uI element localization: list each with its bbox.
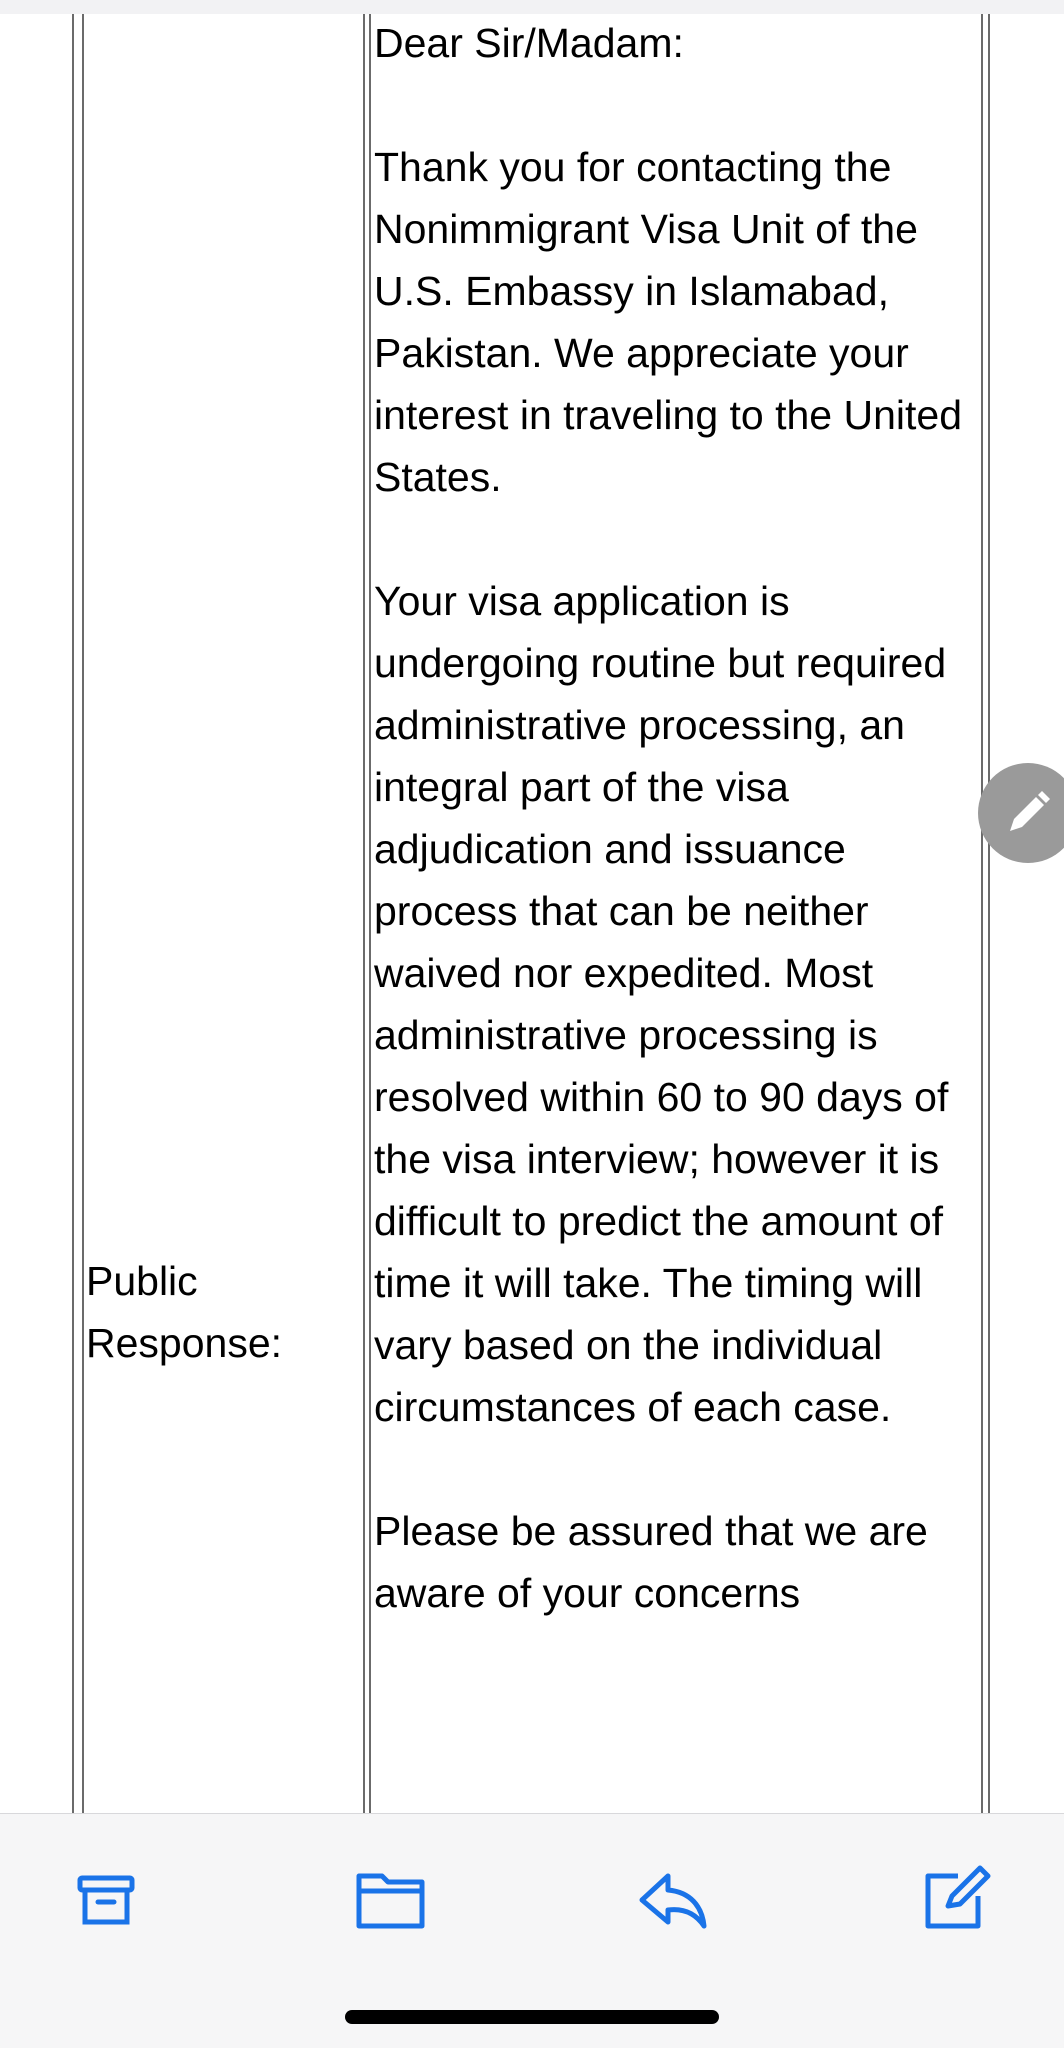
paragraph-thanks: Thank you for contacting the Nonimmigrant Visa Unit of the U.S. Embassy in Islamabad, Pakistan. We appreciate your interest in traveling to the United States. xyxy=(374,144,962,500)
table-border-mid-outer xyxy=(363,14,365,1814)
reply-button[interactable] xyxy=(634,1862,714,1942)
table-border-left-inner xyxy=(82,14,84,1814)
table-border-left-outer xyxy=(72,14,74,1814)
public-response-content xyxy=(374,12,984,1624)
archive-icon xyxy=(72,1862,152,1942)
label-line-1: Public xyxy=(86,1258,198,1304)
table-border-right-outer xyxy=(988,14,990,1814)
paragraph-processing: Your visa application is undergoing routine but required administrative processing, an integral part of the visa adjudication and issuance process that can be neither waived nor expedited. Most administrative processing is resolved within 60 to 90 days of the visa interview; however it is difficult to predict the amount of time it will take. The timing will vary based on the individual circumstances of each case. xyxy=(374,578,949,1430)
compose-button[interactable] xyxy=(918,1862,998,1942)
paragraph-assurance: Please be assured that we are aware of your concerns xyxy=(374,1508,928,1616)
label-line-2: Response: xyxy=(86,1320,283,1366)
edit-markup-button[interactable] xyxy=(978,763,1064,863)
table-border-mid-inner xyxy=(369,14,371,1814)
reply-icon xyxy=(634,1862,714,1942)
archive-button[interactable] xyxy=(72,1862,152,1942)
salutation: Dear Sir/Madam: xyxy=(374,20,684,66)
home-indicator xyxy=(345,2010,719,2024)
compose-icon xyxy=(918,1862,998,1942)
pencil-icon xyxy=(1002,787,1054,839)
move-to-folder-button[interactable] xyxy=(354,1862,434,1942)
folder-icon xyxy=(354,1862,434,1942)
public-response-label xyxy=(86,1250,282,1374)
